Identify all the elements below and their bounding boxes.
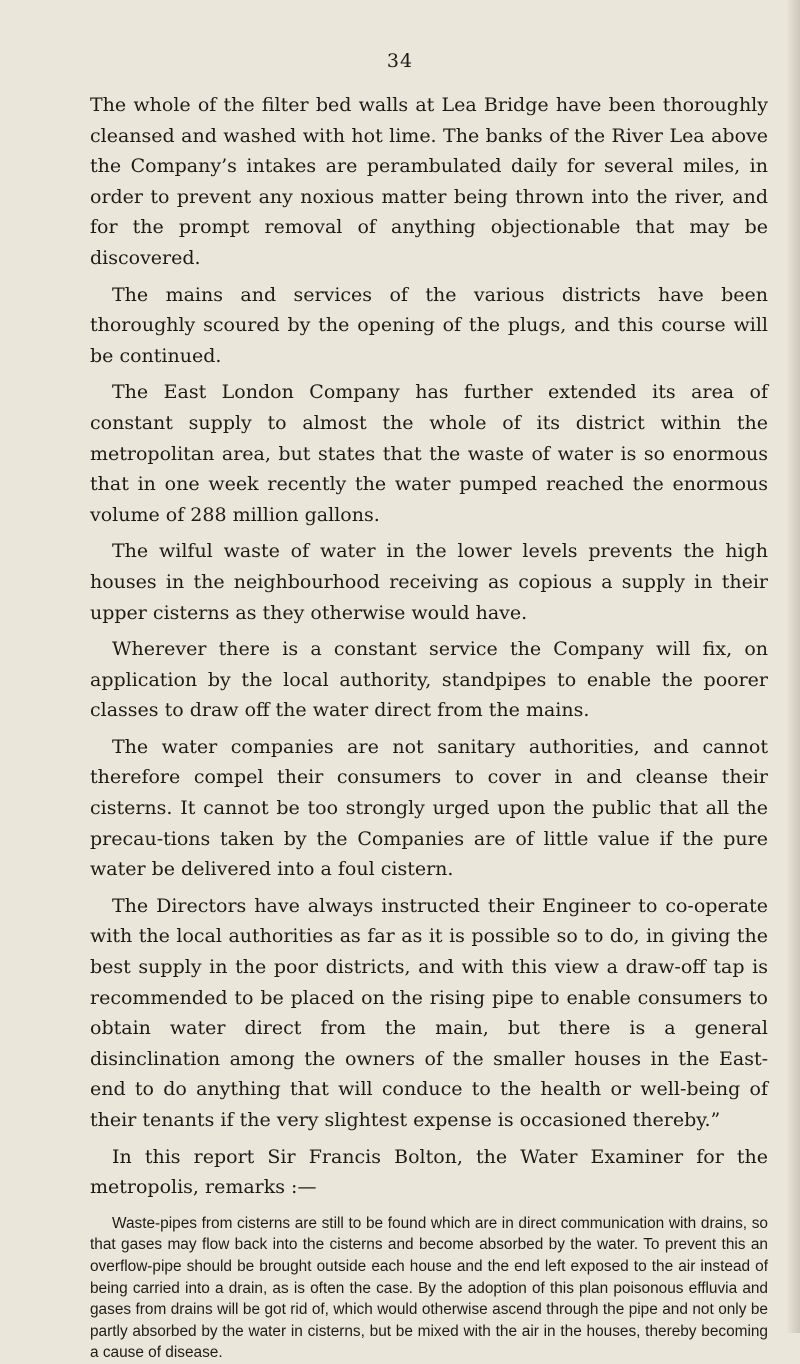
paragraph-filter-beds: The whole of the filter bed walls at Lea Bridge have been thoroughly cleansed and washed with hot lime. The banks of the River Lea above the Company’s intakes are perambulated daily for several miles, in order to prevent any noxious matter being thrown into the river, and for the prompt removal of anything objectionable that may be discovered. bbox=[90, 94, 768, 269]
paragraph-directors-instructions: The Directors have always instructed their Engineer to co-operate with the local authorities as far as it is possible so to do, in giving the best supply in the poor districts, and with this view a draw-off tap is recommended to be placed on the rising pipe to enable consumers to obtain water direct from the main, but there is a general disinclination among the owners of the smaller houses in the East-end to do anything that will conduce to the health or well-being of their tenants if the very slightest expense is occasioned thereby.” bbox=[90, 894, 768, 1131]
paragraph-mains-scoured: The mains and services of the various districts have been thoroughly scoured by the opening of the plugs, and this course will be continued. bbox=[90, 283, 768, 367]
page-number: 34 bbox=[386, 50, 414, 72]
paragraph-bolton-report: In this report Sir Francis Bolton, the Water Examiner for the metropolis, remarks :— bbox=[90, 1145, 768, 1199]
paragraph-sanitary-authorities: The water companies are not sanitary authorities, and cannot therefore compel their consumers to cover in and cleanse their cisterns. It cannot be too strongly urged upon the public that all the precau-tions taken by the Companies are of little value if the pure water be delivered into a foul cistern. bbox=[90, 735, 768, 881]
quoted-remarks: Waste-pipes from cisterns are still to be found which are in direct communication with drains, so that gases may flow back into the cisterns and become absorbed by the water. To prevent this an overflow-pipe should be brought outside each house and the end left exposed to the air instead of being carried into a drain, as is often the case. By the adoption of this plan poisonous effluvia and gases from drains will be got rid of, which would otherwise ascend through the pipe and not only be partly absorbed by the water in cisterns, but be mixed with the air in the houses, thereby becoming a cause of disease. bbox=[90, 1214, 768, 1362]
paragraph-wilful-waste: The wilful waste of water in the lower levels prevents the high houses in the neighbourhood receiving as copious a supply in their upper cisterns as they otherwise would have. bbox=[90, 540, 768, 624]
page-edge-shadow bbox=[786, 0, 800, 1333]
paragraph-standpipes: Wherever there is a constant service the Company will fix, on application by the local authority, standpipes to enable the poorer classes to draw off the water direct from the mains. bbox=[90, 638, 768, 722]
body-text bbox=[90, 90, 768, 1364]
paragraph-east-london-supply: The East London Company has further extended its area of constant supply to almost the whole of its district within the metropolitan area, but states that the waste of water is so enormous that in one week recently the water pumped reached the enormous volume of 288 million gallons. bbox=[90, 381, 768, 526]
